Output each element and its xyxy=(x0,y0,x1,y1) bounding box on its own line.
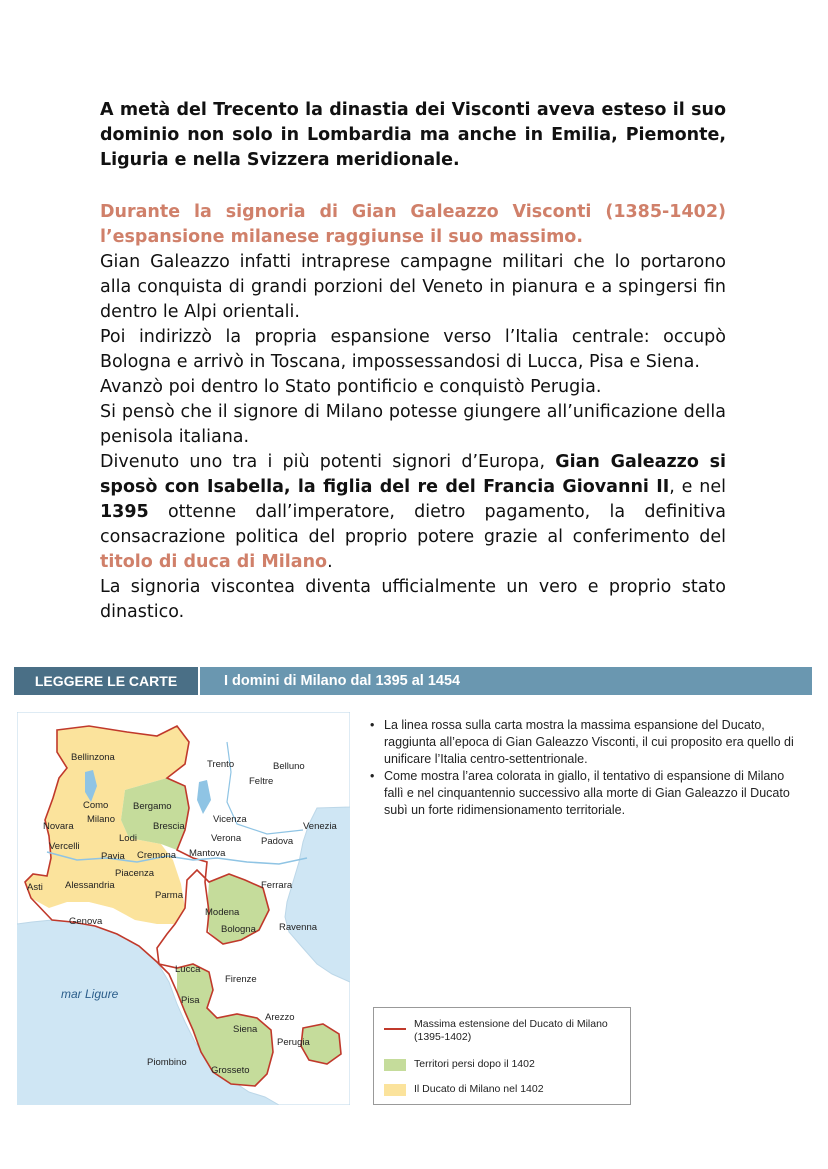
city-label: Piombino xyxy=(147,1057,187,1068)
box-label: LEGGERE LE CARTE xyxy=(14,667,198,695)
city-label: Novara xyxy=(43,821,74,832)
city-label: Bergamo xyxy=(133,801,172,812)
city-label: Lodi xyxy=(119,833,137,844)
paragraph: Gian Galeazzo infatti intraprese campagne militari che lo portarono alla conquista di grandi porzioni del Veneto in pianura e a spingersi fin dentro le Alpi orientali. xyxy=(100,252,726,322)
box-title: I domini di Milano dal 1395 al 1454 xyxy=(200,667,812,695)
city-label: Vercelli xyxy=(49,841,80,852)
city-label: Belluno xyxy=(273,761,305,772)
map-header-bar xyxy=(14,667,812,695)
red-line-swatch xyxy=(384,1028,406,1030)
historical-map xyxy=(17,712,350,1105)
legend-label: Il Ducato di Milano nel 1402 xyxy=(414,1083,544,1095)
map-note: • Come mostra l’area colorata in giallo, il tentativo di espansione di Milano fallì e nel cinquantennio successivo alla morte di Gian Galeazzo il Ducato subì un forte ridimensionamento territoriale. xyxy=(370,768,800,819)
city-label: Alessandria xyxy=(65,880,115,891)
map-notes xyxy=(370,717,800,819)
city-label: Genova xyxy=(69,916,103,927)
yellow-swatch xyxy=(384,1084,406,1096)
sea-label: mar Ligure xyxy=(61,987,119,1001)
green-swatch xyxy=(384,1059,406,1071)
city-label: Feltre xyxy=(249,776,274,787)
city-label: Bologna xyxy=(221,924,256,935)
city-label: Mantova xyxy=(189,848,226,859)
city-label: Verona xyxy=(211,833,242,844)
paragraph: Avanzò poi dentro lo Stato pontificio e conquistò Perugia. xyxy=(100,377,602,397)
legend-item xyxy=(384,1018,624,1046)
section-heading: Durante la signoria di Gian Galeazzo Visconti (1385-1402) l’espansione milanese raggiunse il suo massimo. xyxy=(100,202,726,247)
map-note: • La linea rossa sulla carta mostra la massima espansione del Ducato, raggiunta all’epoca di Gian Galeazzo Visconti, il cui proposito era quello di unificare l’Italia centro-settentrionale. xyxy=(370,717,800,768)
city-label: Firenze xyxy=(225,974,257,985)
city-label: Vicenza xyxy=(213,814,247,825)
city-label: Brescia xyxy=(153,821,185,832)
city-label: Ravenna xyxy=(279,922,318,933)
city-label: Modena xyxy=(205,907,240,918)
legend-label: Territori persi dopo il 1402 xyxy=(414,1058,535,1070)
legend-item xyxy=(384,1058,624,1072)
city-label: Arezzo xyxy=(265,1012,295,1023)
city-label: Ferrara xyxy=(261,880,293,891)
legend-label: Massima estensione del Ducato di Milano (1395-1402) xyxy=(414,1018,608,1043)
city-label: Padova xyxy=(261,836,294,847)
city-label: Grosseto xyxy=(211,1065,250,1076)
city-label: Parma xyxy=(155,890,183,901)
city-label: Siena xyxy=(233,1024,258,1035)
city-label: Cremona xyxy=(137,850,177,861)
paragraph: La signoria viscontea diventa ufficialmente un vero e proprio stato dinastico. xyxy=(100,577,726,622)
paragraph: Divenuto uno tra i più potenti signori d’Europa, Gian Galeazzo si sposò con Isabella, la figlia del re del Francia Giovanni II, e nel 1395 ottenne dall’imperatore, dietro pagamento, la definitiva consacrazione politica del proprio potere grazie al conferimento del titolo di duca di Milano. xyxy=(100,452,726,572)
intro-paragraph: A metà del Trecento la dinastia dei Visconti aveva esteso il suo dominio non solo in Lombardia ma anche in Emilia, Piemonte, Liguria e nella Svizzera meridionale. xyxy=(100,100,726,170)
city-label: Perugia xyxy=(277,1037,310,1048)
city-label: Lucca xyxy=(175,964,201,975)
city-label: Milano xyxy=(87,814,115,825)
map-legend xyxy=(373,1007,631,1105)
main-text xyxy=(100,200,726,625)
legend-item xyxy=(384,1083,624,1097)
paragraph: Poi indirizzò la propria espansione verso l’Italia centrale: occupò Bologna e arrivò in Toscana, impossessandosi di Lucca, Pisa e Siena. xyxy=(100,327,726,372)
city-label: Piacenza xyxy=(115,868,155,879)
city-label: Como xyxy=(83,800,109,811)
city-label: Trento xyxy=(207,759,235,770)
city-label: Venezia xyxy=(303,821,337,832)
city-label: Pisa xyxy=(181,995,200,1006)
paragraph: Si pensò che il signore di Milano potesse giungere all’unificazione della penisola italiana. xyxy=(100,402,726,447)
city-label: Asti xyxy=(27,882,43,893)
city-label: Pavia xyxy=(101,851,125,862)
city-label: Bellinzona xyxy=(71,752,115,763)
